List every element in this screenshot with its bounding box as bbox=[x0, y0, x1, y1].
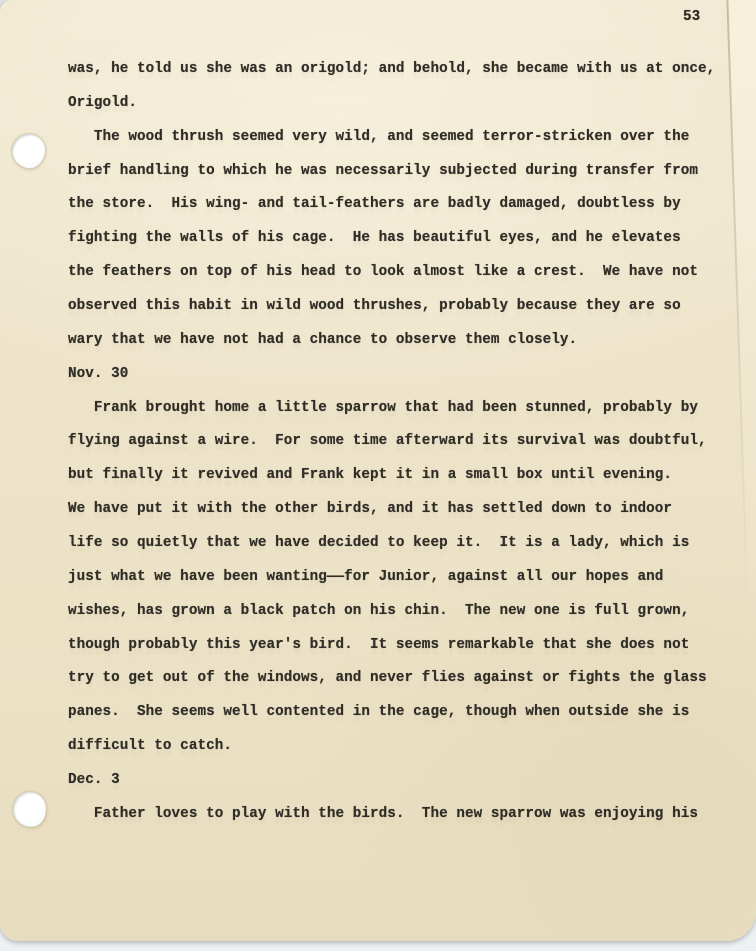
text-line: Frank brought home a little sparrow that had been stunned, probably by bbox=[68, 399, 698, 416]
text-line: was, he told us she was an origold; and behold, she became with us at once, bbox=[68, 61, 716, 77]
text-line: just what we have been wanting——for Junior, against all our hopes and bbox=[68, 568, 664, 585]
text-line: difficult to catch. bbox=[68, 738, 232, 755]
text-line: life so quietly that we have decided to keep it. It is a lady, which is bbox=[68, 535, 690, 552]
text-line: Origold. bbox=[68, 94, 138, 111]
text-line: though probably this year's bird. It seems remarkable that she does not bbox=[68, 636, 690, 653]
text-line: wishes, has grown a black patch on his chin. The new one is full grown, bbox=[68, 602, 690, 619]
text-line: try to get out of the windows, and never flies against or fights the glass bbox=[68, 670, 707, 687]
text-line: flying against a wire. For some time afterward its survival was doubtful, bbox=[68, 433, 707, 450]
typewritten-text-block bbox=[68, 53, 733, 832]
text-line: The wood thrush seemed very wild, and seemed terror-stricken over the bbox=[68, 128, 690, 145]
text-line: but finally it revived and Frank kept it in a small box until evening. bbox=[68, 467, 673, 484]
text-line: Dec. 3 bbox=[68, 772, 120, 789]
punch-hole-bottom bbox=[11, 790, 47, 828]
text-line: We have put it with the other birds, and it has settled down to indoor bbox=[68, 501, 673, 518]
text-line: observed this habit in wild wood thrushes, probably because they are so bbox=[68, 298, 681, 315]
text-line: brief handling to which he was necessarily subjected during transfer from bbox=[68, 162, 698, 179]
text-line: panes. She seems well contented in the cage, though when outside she is bbox=[68, 704, 690, 721]
text-line: Father loves to play with the birds. The new sparrow was enjoying his bbox=[68, 805, 698, 822]
text-line: Nov. 30 bbox=[68, 365, 129, 382]
text-line: fighting the walls of his cage. He has beautiful eyes, and he elevates bbox=[68, 230, 681, 247]
text-line: wary that we have not had a chance to observe them closely. bbox=[68, 331, 578, 348]
text-line: the feathers on top of his head to look almost like a crest. We have not bbox=[68, 264, 698, 281]
punch-hole-top bbox=[10, 132, 47, 170]
text-line: the store. His wing- and tail-feathers are badly damaged, doubtless by bbox=[68, 196, 681, 213]
page-number: 53 bbox=[683, 9, 701, 25]
